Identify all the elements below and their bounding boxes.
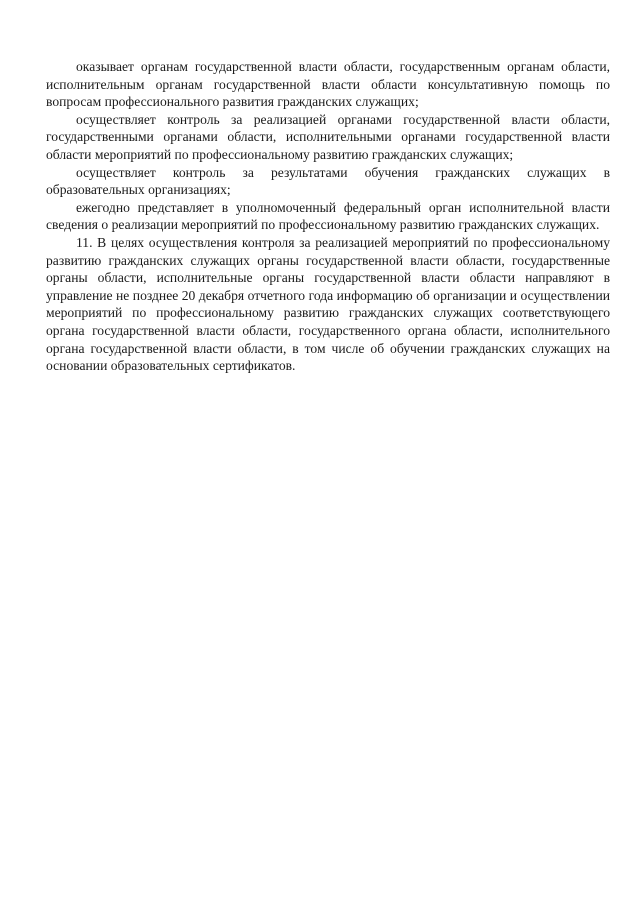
document-body <box>46 58 610 375</box>
paragraph-control-results: осуществляет контроль за результатами обучения гражданских служащих в образовательных организациях; <box>46 164 610 198</box>
paragraph-consultative-help: оказывает органам государственной власти области, государственным органам области, исполнительным органам государственной власти области консультативную помощь по вопросам профессионального развития гражданских служащих; <box>46 59 610 110</box>
paragraph-control-implementation: осуществляет контроль за реализацией органами государственной власти области, государственными органами области, исполнительными органами государственной власти области мероприятий по профессиональному развитию гражданских служащих; <box>46 111 610 162</box>
paragraph-annual-report: ежегодно представляет в уполномоченный федеральный орган исполнительной власти сведения о реализации мероприятий по профессиональному развитию гражданских служащих. <box>46 199 610 233</box>
paragraph-item-11: 11. В целях осуществления контроля за реализацией мероприятий по профессиональному развитию гражданских служащих органы государственной власти области, государственные органы области, исполнительные органы государственной власти области направляют в управление не позднее 20 декабря отчетного года информацию об организации и осуществлении мероприятий по профессиональному развитию гражданских служащих соответствующего органа государственной власти области, государственного органа области, исполнительного органа государственной власти области, в том числе об обучении гражданских служащих на основании образовательных сертификатов. <box>46 234 610 374</box>
